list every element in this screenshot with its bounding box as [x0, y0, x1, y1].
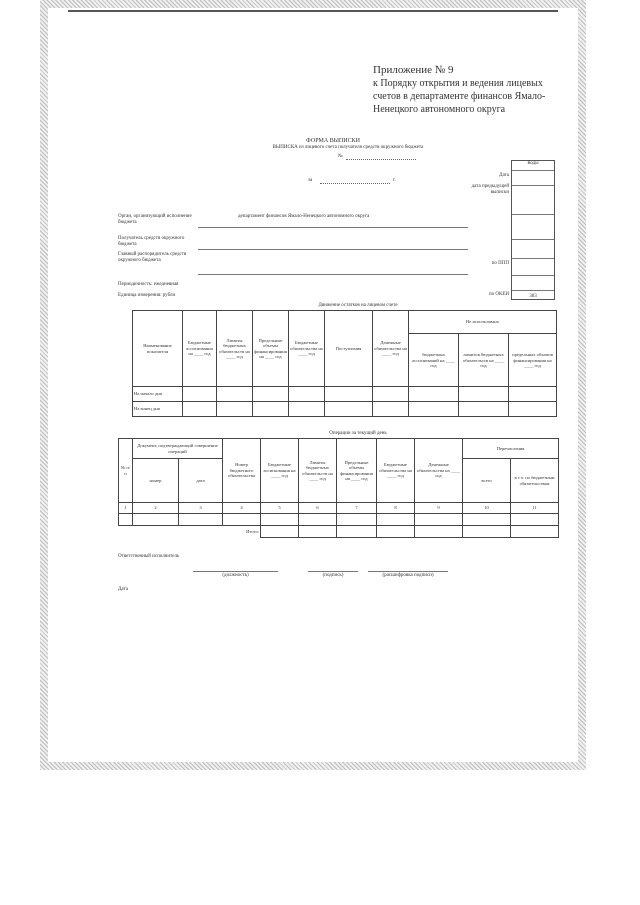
signature-date-label: Дата	[118, 587, 128, 592]
bal-unused-financing: предельных объемов финансирования на ____ год	[509, 334, 557, 387]
op-doc-number: номер	[133, 459, 179, 503]
op-number-cell: 6	[299, 503, 337, 514]
position-line	[193, 571, 278, 572]
recipient-line	[198, 249, 468, 250]
appendix-number: Приложение № 9	[373, 64, 454, 76]
op-doc-date: дата	[179, 459, 223, 503]
op-number-cell: 3	[179, 503, 223, 514]
op-transfers-header: Перечисления	[463, 439, 559, 459]
code-date-cell	[512, 171, 554, 186]
op-number-cell: 7	[337, 503, 377, 514]
date-suffix: г.	[393, 178, 396, 183]
op-col-money-obl: Денежные обязательства на ____ год	[415, 439, 463, 503]
code-prev-label: дата предыдущей выписки	[471, 184, 509, 195]
number-prefix: №	[338, 154, 343, 159]
chief-manager-line	[198, 274, 468, 275]
decode-line	[368, 571, 448, 572]
appendix-line-3: счетов в департаменте финансов Ямало-	[373, 91, 546, 102]
op-col-budget: Бюджетные ассигнования на ____ год	[261, 439, 299, 503]
op-number-cell: 5	[261, 503, 299, 514]
form-title: ФОРМА ВЫПИСКИ	[306, 138, 360, 144]
chief-manager-label: Главный распорядитель средств окружного бюджета	[118, 252, 187, 263]
unit-label: Единица измерения: рубли	[118, 293, 176, 298]
appendix-heading	[373, 64, 545, 116]
cash-org-value: департамент финансов Ямало-Ненецкого автономного округа	[238, 214, 370, 219]
codes-header: Коды	[512, 161, 554, 171]
decode-caption: (расшифровка подписи)	[382, 573, 434, 578]
number-line	[346, 159, 416, 160]
op-col-obligations: Бюджетные обязательства на ____ год	[377, 439, 415, 503]
table-row	[119, 514, 559, 526]
bal-col-budget: Бюджетные ассигнования на ____ год	[183, 311, 217, 387]
sign-caption: (подпись)	[322, 573, 344, 578]
bal-col-payments: Поступления	[325, 311, 373, 387]
op-number-cell: 11	[511, 503, 559, 514]
periodicity-label: Периодичность: ежедневная	[118, 282, 179, 287]
page-frame	[40, 0, 586, 770]
op-transfers-total: всего	[463, 459, 511, 503]
table-row	[133, 402, 557, 417]
op-col-obl-number: Номер бюджетного обязательства	[223, 439, 261, 503]
executor-label: Ответственный исполнитель	[118, 554, 180, 559]
code-prev-cell	[512, 186, 554, 215]
bal-col-limits: Лимиты бюджетных обязательств на ____ год	[217, 311, 253, 387]
top-rule	[68, 10, 558, 12]
code-date-label: Дата	[499, 173, 509, 178]
op-number-cell: 10	[463, 503, 511, 514]
bal-col-name: Наименование показателя	[133, 311, 183, 387]
op-col-num: № п/п	[119, 439, 133, 503]
op-total-label: Итого:	[119, 526, 261, 538]
appendix-line-2: к Порядку открытия и ведения лицевых	[373, 78, 543, 89]
code-org-cell	[512, 215, 554, 240]
date-line	[320, 183, 390, 184]
codes-box	[511, 160, 555, 300]
date-prefix: за	[308, 178, 313, 183]
operations-table	[118, 438, 559, 538]
balances-caption: Движение остатков на лицевом счете	[318, 303, 398, 308]
sign-line	[308, 571, 358, 572]
op-transfers-of-which: в т.ч. по бюджетным обязательствам	[511, 459, 559, 503]
op-doc-header: Документ, подтверждающий совершение операций	[133, 439, 223, 459]
code-recipient-cell	[512, 240, 554, 259]
code-okei-label: по ОКЕИ	[488, 292, 509, 297]
op-col-financing: Предельные объемы финансирования на ____ год	[337, 439, 377, 503]
code-period-cell	[512, 276, 554, 291]
op-number-cell: 2	[133, 503, 179, 514]
bal-col-money-obl: Денежные обязательства на ____ год	[373, 311, 409, 387]
recipient-label: Получатель средств окружного бюджета	[118, 236, 185, 247]
position-caption: (должность)	[222, 573, 249, 578]
code-ppp-label: по ППП	[491, 261, 509, 266]
op-total-row	[119, 526, 559, 538]
bal-unused-limits: лимитов бюджетных обязательств на ____ год	[459, 334, 509, 387]
cash-org-line	[198, 227, 468, 228]
table-row	[133, 387, 557, 402]
op-number-cell: 9	[415, 503, 463, 514]
bal-col-obligations: Бюджетные обязательства на ____ год	[289, 311, 325, 387]
operations-caption: Операции за текущий день	[329, 431, 387, 436]
bal-unused-budget: бюджетных ассигнований на ____ год	[409, 334, 459, 387]
appendix-line-4: Ненецкого автономного округа	[373, 104, 506, 115]
code-ppp-cell	[512, 259, 554, 276]
bal-col-financing: Предельные объемы финансирования на ____ год	[253, 311, 289, 387]
bal-unused-header: Не использовано	[409, 311, 557, 334]
statement-title: ВЫПИСКА из лицевого счета получателя средств окружного бюджета	[272, 145, 424, 150]
op-number-cell: 8	[377, 503, 415, 514]
op-col-limits: Лимиты бюджетных обязательств на ____ год	[299, 439, 337, 503]
cash-org-label: Орган, организующий исполнение бюджета	[118, 214, 192, 225]
balances-table	[132, 310, 557, 417]
bal-row-end: На конец дня	[133, 402, 183, 417]
bal-row-start: На начало дня	[133, 387, 183, 402]
code-okei-value: 383	[529, 294, 537, 299]
op-number-cell: 4	[223, 503, 261, 514]
op-number-cell: 1	[119, 503, 133, 514]
op-numbers-row	[119, 503, 559, 514]
document-page	[48, 8, 578, 762]
